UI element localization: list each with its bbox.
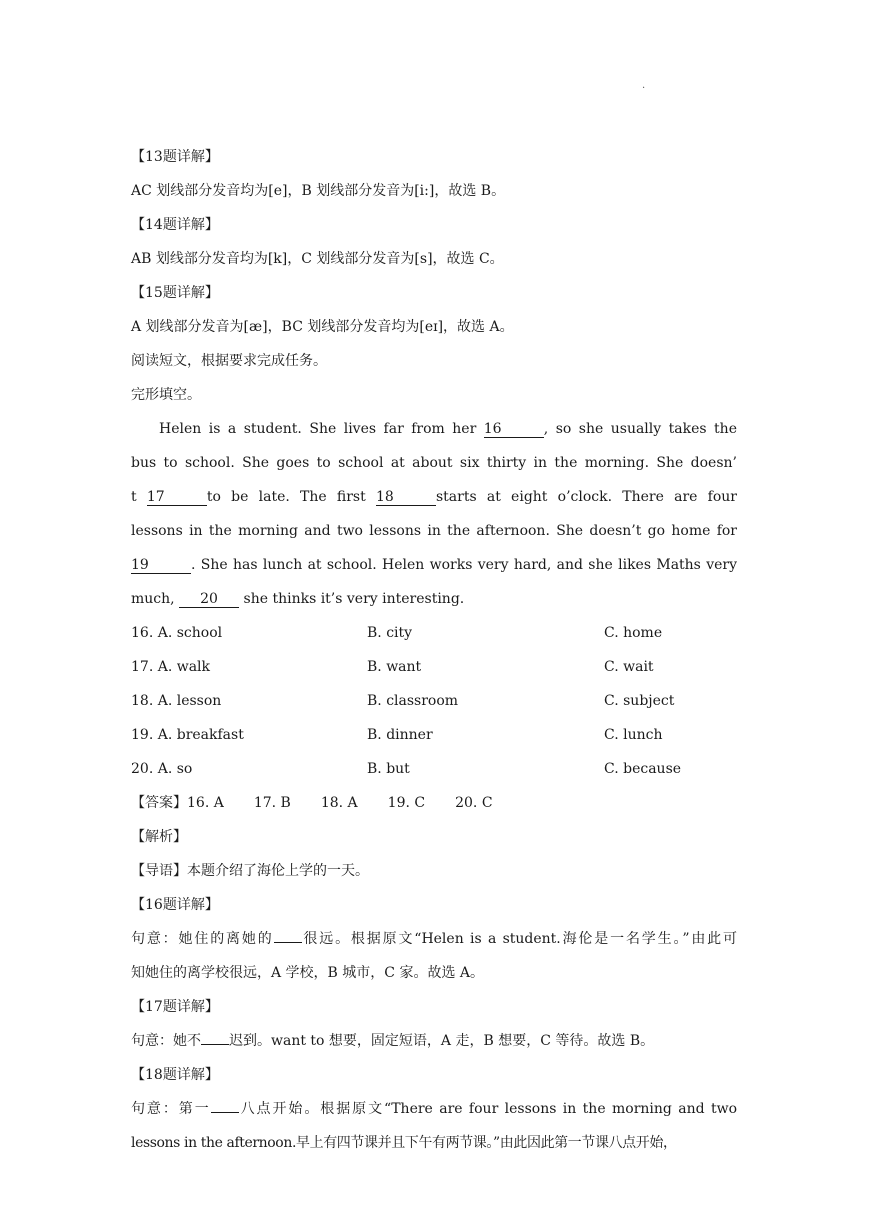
option-a: 16. A. school — [131, 625, 223, 641]
intro-line — [131, 854, 737, 888]
analysis-heading: 【解析】 — [131, 829, 187, 845]
option-b: B. city — [367, 625, 413, 641]
explanation-text: 八点开始。根据原文“There are four lessons in the morning and two — [238, 1101, 737, 1117]
option-a: 17. A. walk — [131, 659, 211, 675]
q18-explanation-2: lessons in the afternoon.早上有四节课并且下午有两节课。”由此因此第一节课八点开始， — [131, 1135, 677, 1151]
option-a: 20. A. so — [131, 761, 193, 777]
explanation-text: 很远。根据原文“Helen is a student.海伦是一名学生。”由此可 — [301, 931, 737, 947]
q15-explanation: A 划线部分发音为[æ]，BC 划线部分发音均为[eɪ]，故选 A。 — [131, 319, 514, 335]
passage-text: , so she usually takes the — [543, 421, 737, 437]
q13-explanation: AC 划线部分发音均为[e]，B 划线部分发音为[i:]，故选 B。 — [131, 183, 506, 199]
passage-text: much, — [131, 591, 180, 607]
cloze-title: 完形填空。 — [131, 387, 201, 403]
q16-explanation-1 — [131, 922, 737, 956]
blank-19: 19 — [131, 557, 191, 574]
answer-label: 【答案】 — [131, 795, 187, 811]
explanation-text: 句意：她住的离她的 — [131, 931, 274, 947]
option-a: 18. A. lesson — [131, 693, 222, 709]
answer-line — [131, 786, 737, 820]
explanation-text: 迟到。want to 想要，固定短语，A 走，B 想要，C 等待。故选 B。 — [229, 1033, 655, 1049]
intro-label: 【导语】 — [131, 863, 187, 879]
answer-item: 18. A — [320, 795, 358, 811]
q16-explanation-2: 知她住的离学校很远，A 学校，B 城市，C 家。故选 A。 — [131, 965, 485, 981]
passage-line-5 — [131, 548, 737, 582]
option-row — [131, 684, 737, 718]
passage-text: t — [131, 489, 147, 505]
answer-item: 20. C — [455, 795, 493, 811]
q17-explanation — [131, 1024, 737, 1058]
passage-line-1 — [131, 412, 737, 446]
passage-text: . She has lunch at school. Helen works very hard, and she likes Maths very — [191, 557, 737, 573]
document-content — [131, 140, 737, 1160]
option-c: C. subject — [604, 693, 675, 709]
blank-17: 17 — [147, 489, 207, 506]
option-c: C. because — [604, 761, 682, 777]
option-c: C. lunch — [604, 727, 663, 743]
q15-heading: 【15题详解】 — [131, 285, 219, 301]
passage-line-6 — [131, 582, 737, 616]
passage-text: to be late. The first — [206, 489, 376, 505]
q18-explanation-1 — [131, 1092, 737, 1126]
option-row — [131, 752, 737, 786]
explanation-text: 句意：她不 — [131, 1033, 201, 1049]
option-c: C. wait — [604, 659, 654, 675]
passage-line-3 — [131, 480, 737, 514]
blank-16: 16 — [484, 421, 544, 438]
passage-text: starts at eight o’clock. There are four — [435, 489, 737, 505]
explanation-text: 句意：第一 — [131, 1101, 211, 1117]
q14-heading: 【14题详解】 — [131, 217, 219, 233]
option-row — [131, 650, 737, 684]
option-a: 19. A. breakfast — [131, 727, 244, 743]
answer-item: 19. C — [387, 795, 426, 811]
q13-heading: 【13题详解】 — [131, 149, 219, 165]
answer-blank — [201, 1044, 229, 1045]
option-row — [131, 616, 737, 650]
answer-blank — [274, 942, 302, 943]
q18-heading: 【18题详解】 — [131, 1067, 219, 1083]
passage-text: Helen is a student. She lives far from her — [159, 421, 484, 437]
option-b: B. but — [367, 761, 410, 777]
q14-explanation: AB 划线部分发音均为[k]，C 划线部分发音为[s]，故选 C。 — [131, 251, 504, 267]
option-b: B. want — [367, 659, 422, 675]
passage-text: she thinks it’s very interesting. — [239, 591, 465, 607]
answer-item: 17. B — [253, 795, 291, 811]
blank-20: 20 — [179, 591, 239, 608]
option-row — [131, 718, 737, 752]
q17-heading: 【17题详解】 — [131, 999, 219, 1015]
option-b: B. dinner — [367, 727, 433, 743]
reading-instruction: 阅读短文，根据要求完成任务。 — [131, 353, 327, 369]
intro-text: 本题介绍了海伦上学的一天。 — [187, 863, 369, 879]
passage-line-2: bus to school. She goes to school at about six thirty in the morning. She doesn’ — [131, 455, 737, 471]
answer-blank — [211, 1112, 239, 1113]
page-mark: . — [642, 80, 646, 91]
option-b: B. classroom — [367, 693, 459, 709]
q16-heading: 【16题详解】 — [131, 897, 219, 913]
answer-item: 16. A — [187, 795, 224, 811]
passage-line-4: lessons in the morning and two lessons in the afternoon. She doesn’t go home for — [131, 523, 737, 539]
blank-18: 18 — [376, 489, 436, 506]
option-c: C. home — [604, 625, 663, 641]
